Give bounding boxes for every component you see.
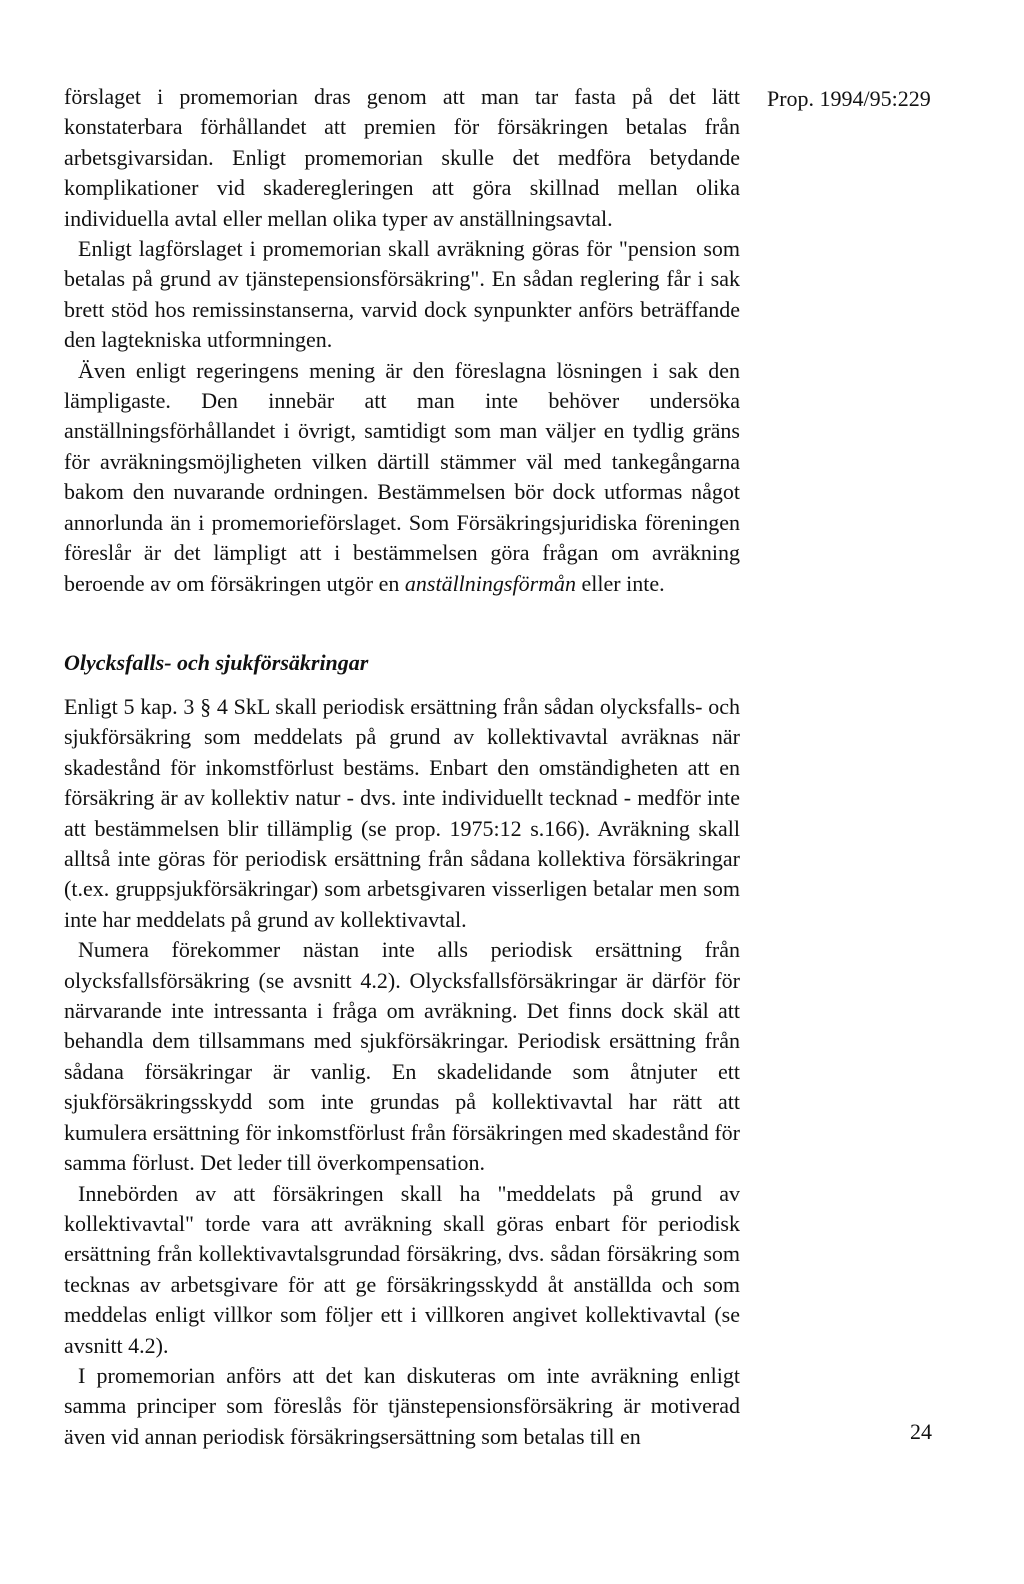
section-body [64,692,740,1452]
paragraph-numera: Numera förekommer nästan inte alls periodisk ersättning från olycksfallsförsäkring (se avsnitt 4.2). Olycksfallsförsäkringar är därför för närvarande inte intressanta i fråga om avräkning. Det finns dock skäl att behandla dem tillsammans med sjukförsäkringar. Periodisk ersättning från sådana försäkringar är vanlig. En skadelidande som åtnjuter ett sjukförsäkringsskydd som inte grundas på kollektivavtal har rätt att kumulera ersättning för inkomstförlust från försäkringen med skadestånd för samma förlust. Det leder till överkompensation. [64,937,740,1176]
paragraph-continuation: förslaget i promemorian dras genom att man tar fasta på det lätt konstaterbara förhållandet att premien för försäkringen betalas från arbetsgivarsidan. Enligt promemorian skulle det medföra betydande komplikationer vid skaderegleringen att göra skillnad mellan olika individuella avtal eller mellan olika typer av anställningsavtal. [64,84,740,231]
paragraph-promemorian: I promemorian anförs att det kan diskuteras om inte avräkning enligt samma principer som föreslås för tjänstepensionsförsäkring är motiverad även vid annan periodisk försäkringsersättning som betalas till en [64,1362,740,1449]
paragraph-regeringens-mening [64,356,740,599]
section-heading: Olycksfalls- och sjukförsäkringar [64,650,369,675]
body-text-block [64,82,740,599]
proposition-reference: Prop. 1994/95:229 [767,86,931,111]
paragraph-skl: Enligt 5 kap. 3 § 4 SkL skall periodisk ersättning från sådan olycksfalls- och sjukförsäkring som meddelats på grund av kollektivavtal avräknas när skadestånd för inkomstförlust bestäms. Enbart den omständigheten att en försäkring är av kollektiv natur - dvs. inte individuellt tecknad - medför inte att bestämmelsen blir tillämplig (se prop. 1975:12 s.166). Avräkning skall alltså inte göras för periodisk ersättning från sådana kollektiva försäkringar (t.ex. gruppsjukförsäkringar) som arbetsgivaren visserligen betalar men som inte har meddelats på grund av kollektivavtal. [64,694,740,932]
paragraph-tail: eller inte. [576,570,665,596]
paragraph-text: Även enligt regeringens mening är den föreslagna lösningen i sak den lämpligaste. Den innebär att man inte behöver undersöka anställningsförhållandet i övrigt, samtidigt som man väljer en tydlig gräns för avräkningsmöjligheten vilken därtill stämmer väl med tankegångarna bakom den nuvarande ordningen. Bestämmelsen bör dock utformas något annorlunda än i promemorieförslaget. Som Försäkringsjuridiska föreningen föreslår är det lämpligt att i bestämmelsen göra frågan om avräkning beroende av om försäkringen utgör en [64,357,740,596]
paragraph-innebord: Innebörden av att försäkringen skall ha "meddelats på grund av kollektivavtal" torde vara att avräkning skall göras enbart för periodisk ersättning från kollektivavtalsgrundad försäkring, dvs. sådan försäkring som tecknas av arbetsgivare för att ge försäkringsskydd åt anställda och som meddelas enligt villkor som följer ett i villkoren angivet kollektivavtal (se avsnitt 4.2). [64,1180,740,1358]
emphasized-term: anställningsförmån [404,570,577,596]
paragraph-lagforslaget: Enligt lagförslaget i promemorian skall avräkning göras för "pension som betalas på grund av tjänstepensionsförsäkring". En sådan reglering får i sak brett stöd hos remissinstanserna, varvid dock synpunkter anförs beträffande den lagtekniska utformningen. [64,236,740,353]
page-number: 24 [910,1419,932,1444]
